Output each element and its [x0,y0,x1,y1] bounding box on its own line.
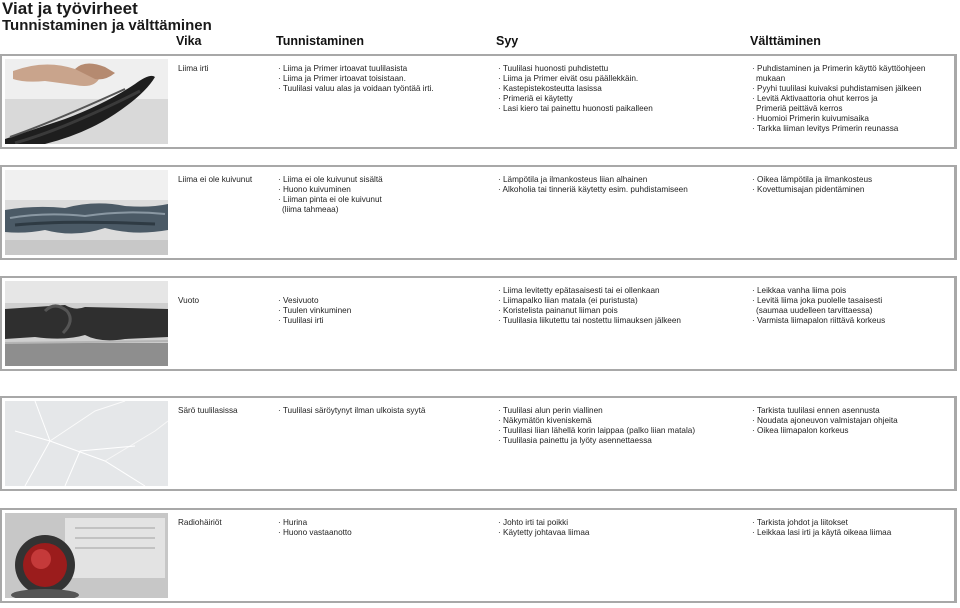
cell-line: · Huono kuivuminen [278,185,351,194]
table-row [0,165,957,260]
cell-line: · Liima ja Primer eivät osu päällekkäin. [498,74,639,83]
cracked-glass-photo [5,401,168,486]
cell-valttaminen [752,286,885,326]
cell-line: · Tuulilasi säröytynyt ilman ulkoista syytä [278,406,426,415]
cell-line: · Oikea liimapalon korkeus [752,426,849,435]
cell-line: · Johto irti tai poikki [498,518,569,527]
cell-line: · Tuulilasi huonosti puhdistettu [498,64,609,73]
header-vika: Vika [176,34,202,48]
cell-line: · Tuulilasi irti [278,316,324,325]
cell-tunnistaminen [278,518,352,538]
cell-line: · Tuulilasi liian lähellä korin laippaa (palko liian matala) [498,426,696,435]
cell-line: · Pyyhi tuulilasi kuivaksi puhdistamisen jälkeen [752,84,922,93]
cell-vika [178,406,238,416]
cell-line: · Huono vastaanotto [278,528,352,537]
page-title: Viat ja työvirheet [2,0,138,18]
cell-vika [178,175,252,185]
cell-vika [178,518,222,528]
cell-line: · Koristelista painanut liiman pois [498,306,618,315]
table-row [0,54,957,149]
header-valttaminen: Välttäminen [750,34,821,48]
table-row [0,276,957,371]
table-row [0,508,957,603]
cell-line: · Leikkaa vanha liima pois [752,286,847,295]
cell-line: · Käytetty johtavaa liimaa [498,528,590,537]
cell-line: · Levitä liima joka puolelle tasaisesti [752,296,883,305]
cell-line: · Tuulilasi valuu alas ja voidaan työntää irti. [278,84,434,93]
cell-line: · Tarkka liiman levitys Primerin reunassa [752,124,899,133]
cell-valttaminen [752,175,872,195]
cell-vika [178,296,199,306]
cell-line: · Noudata ajoneuvon valmistajan ohjeita [752,416,898,425]
table-row [0,396,957,491]
cell-line: · Liiman pinta ei ole kuivunut [278,195,382,204]
page-subtitle: Tunnistaminen ja välttäminen [2,17,212,34]
cell-line: · Huomioi Primerin kuivumisaika [752,114,869,123]
cell-vika [178,64,208,74]
header-tunnistaminen: Tunnistaminen [276,34,364,48]
document-title-block [2,0,212,33]
cell-line: Primeriä peittävä kerros [756,104,843,113]
cell-tunnistaminen [278,296,351,326]
cell-line: · Liima ja Primer irtoavat toisistaan. [278,74,406,83]
cell-syy [498,286,681,326]
cell-line: · Näkymätön kiveniskemä [498,416,592,425]
cell-valttaminen [752,518,891,538]
cell-line: · Lasi kiero tai painettu huonosti paikalleen [498,104,653,113]
cell-line: · Tarkista tuulilasi ennen asennusta [752,406,880,415]
cell-line: · Alkoholia tai tinneriä käytetty esim. puhdistamiseen [498,185,688,194]
cell-tunnistaminen [278,175,383,215]
cell-line: · Vesivuoto [278,296,319,305]
cell-text: Liima ei ole kuivunut [178,175,253,184]
adhesive-peeling-photo [5,59,168,144]
cell-line: · Lämpötila ja ilmankosteus liian alhainen [498,175,648,184]
cell-text: Vuoto [178,296,200,305]
cell-line: · Liima ja Primer irtoavat tuulilasista [278,64,408,73]
cell-line: · Kovettumisajan pidentäminen [752,185,865,194]
cell-line: · Oikea lämpötila ja ilmankosteus [752,175,873,184]
cell-line: · Varmista liimapalon riittävä korkeus [752,316,886,325]
cell-tunnistaminen [278,64,434,94]
cell-line: · Liima levitetty epätasaisesti tai ei ollenkaan [498,286,660,295]
cell-line: · Tuulilasia painettu ja lyöty asennettaessa [498,436,652,445]
cell-valttaminen [752,406,898,436]
cell-valttaminen [752,64,925,134]
cell-line: (liima tahmeaa) [282,205,339,214]
cell-line: · Tuulen vinkuminen [278,306,352,315]
cell-syy [498,518,589,538]
header-syy: Syy [496,34,519,48]
cell-tunnistaminen [278,406,425,416]
cell-line: · Liima ei ole kuivunut sisältä [278,175,383,184]
cell-line: · Tarkista johdot ja liitokset [752,518,848,527]
cell-syy [498,64,653,114]
cell-syy [498,406,695,446]
cell-syy [498,175,688,195]
cell-line: · Levitä Aktivaattoria ohut kerros ja [752,94,878,103]
cell-line: · Tuulilasia liikutettu tai nostettu liimauksen jälkeen [498,316,681,325]
leak-bead-photo [5,281,168,366]
uncured-adhesive-photo [5,170,168,255]
cell-line: · Kastepistekosteutta lasissa [498,84,602,93]
cell-text: Liima irti [178,64,209,73]
cell-line: · Hurina [278,518,308,527]
cell-line: · Leikkaa lasi irti ja käytä oikeaa liimaa [752,528,892,537]
radio-knob-photo [5,513,168,598]
cell-line: · Puhdistaminen ja Primerin käyttö käyttöohjeen [752,64,926,73]
cell-line: mukaan [756,74,786,83]
cell-line: · Liimapalko liian matala (ei puristusta) [498,296,638,305]
cell-text: Radiohäiriöt [178,518,222,527]
cell-line: · Tuulilasi alun perin viallinen [498,406,603,415]
cell-line: · Primeriä ei käytetty [498,94,573,103]
cell-line: (saumaa uudelleen tarvittaessa) [756,306,873,315]
cell-text: Särö tuulilasissa [178,406,238,415]
